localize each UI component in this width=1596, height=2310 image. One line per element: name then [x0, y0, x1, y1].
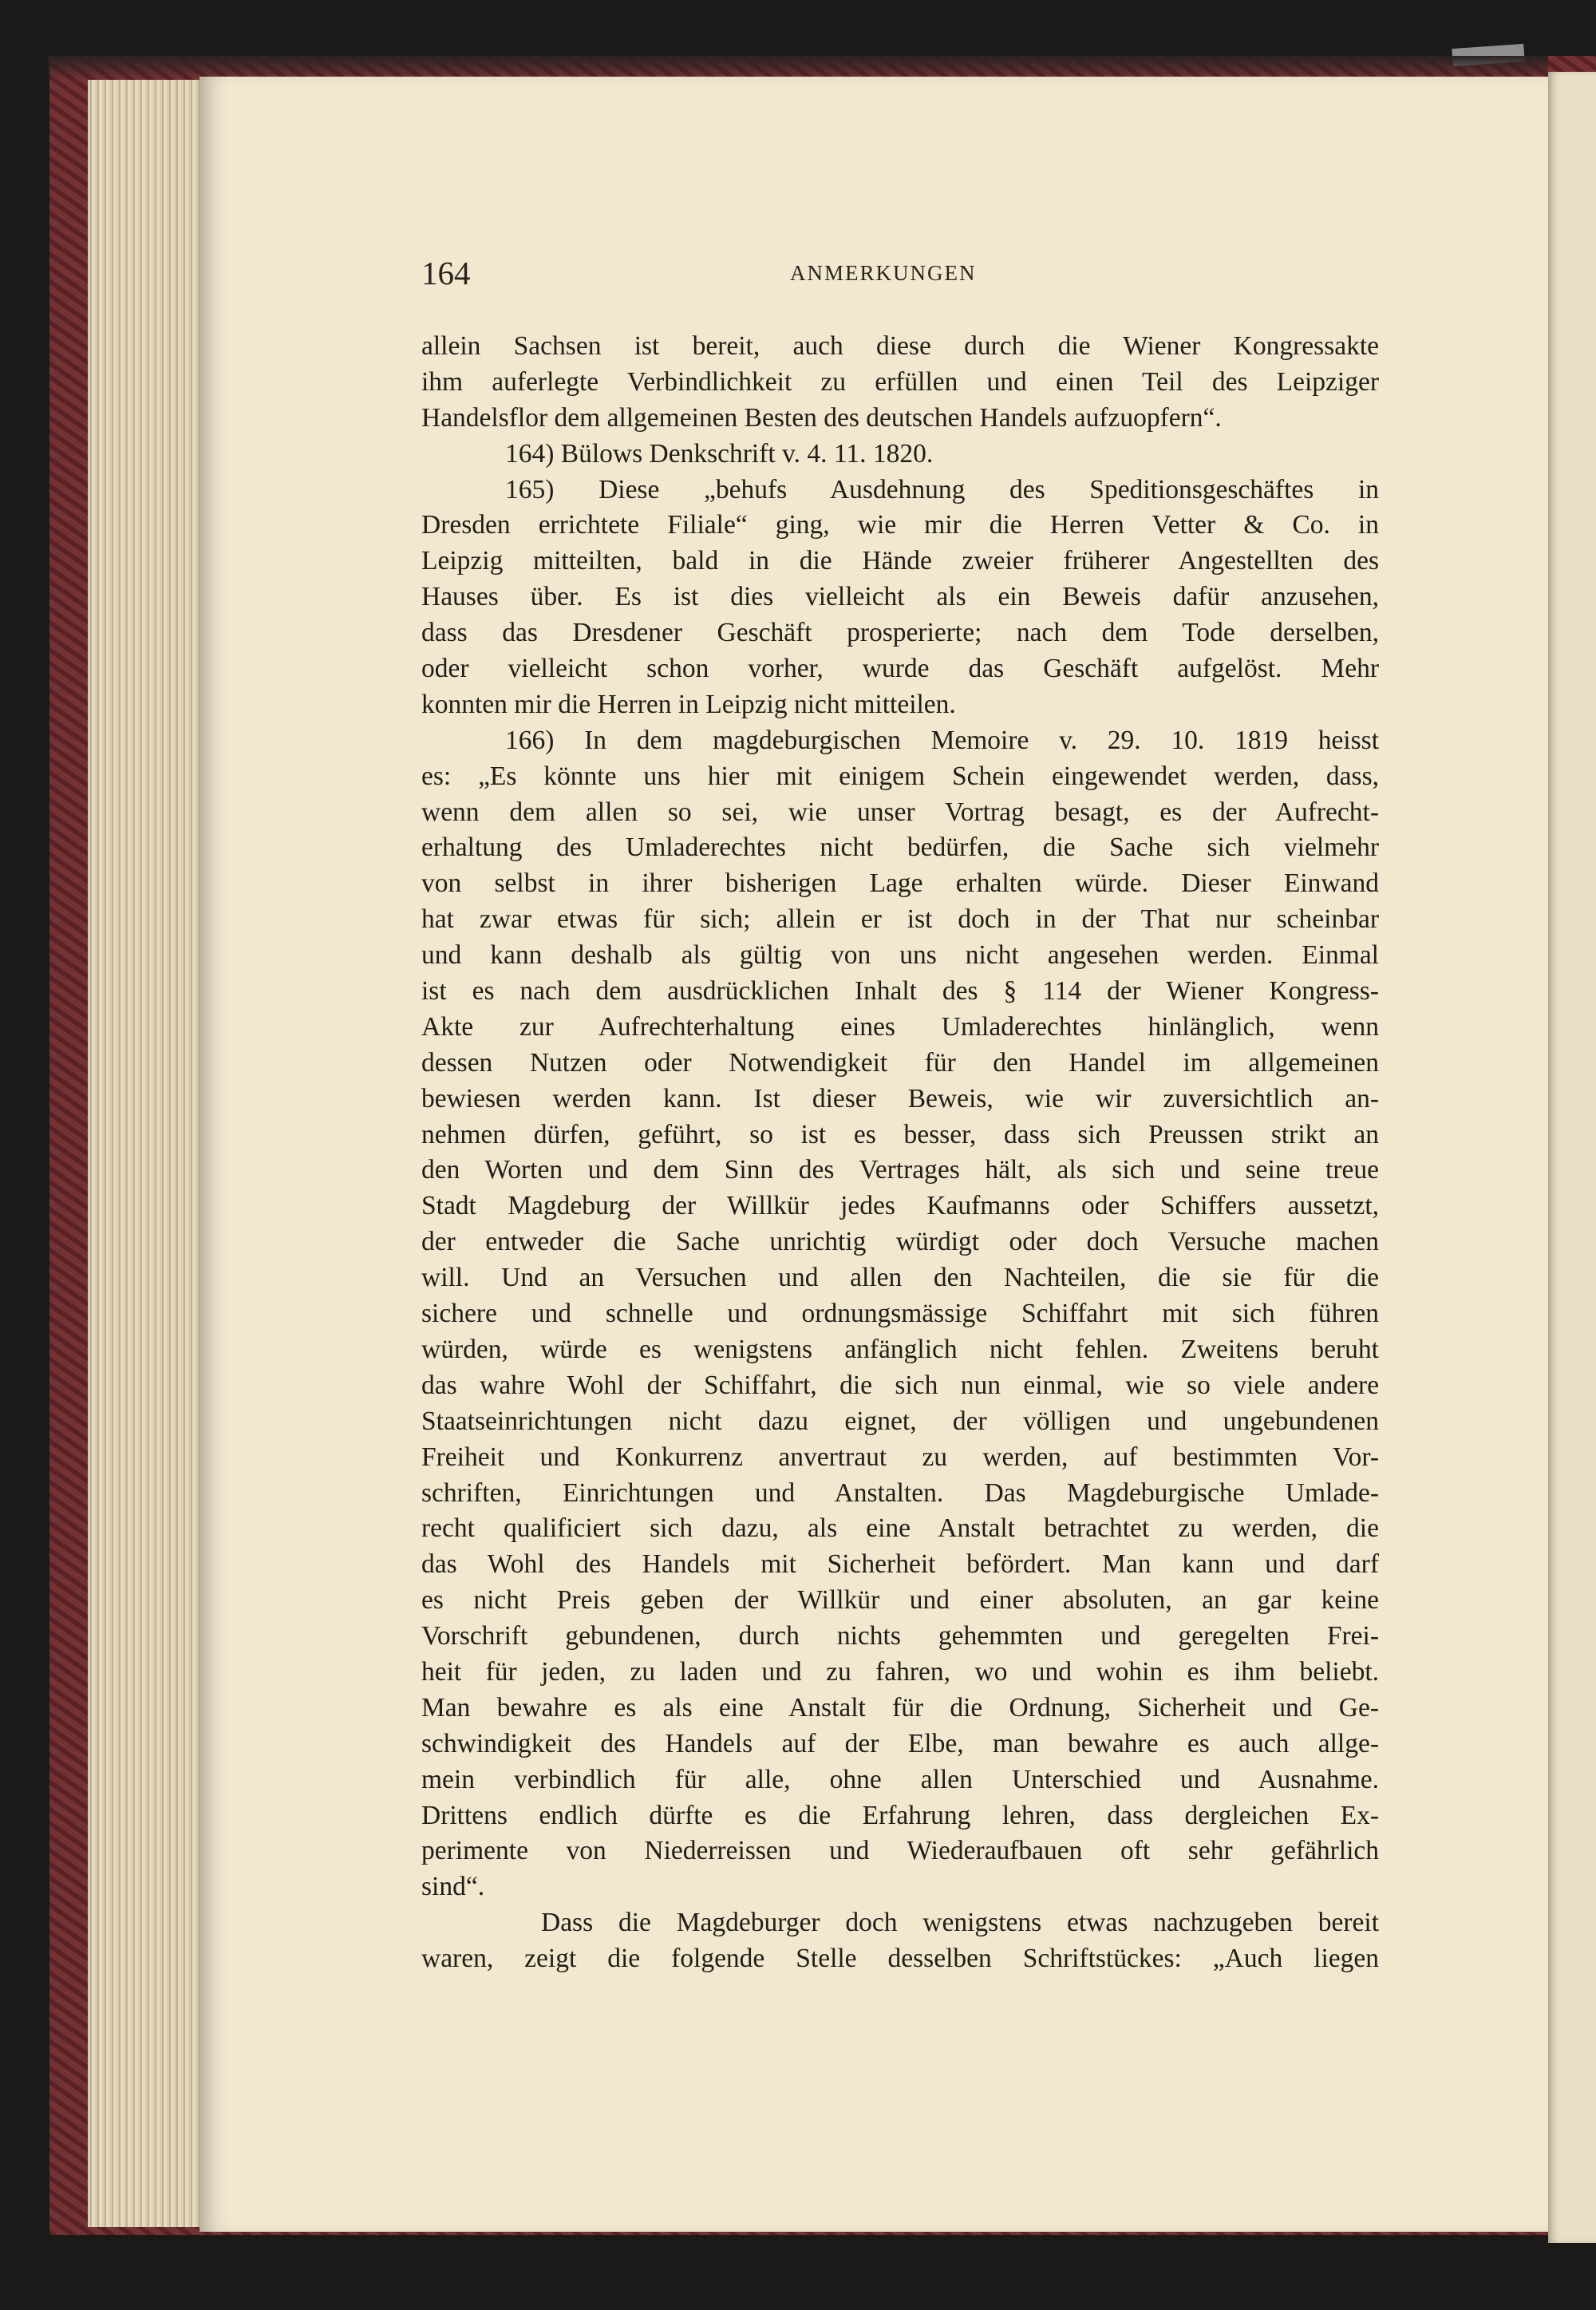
text-line: würden, würde es wenigstens anfänglich nicht fehlen. Zweitens beruht: [421, 1334, 1379, 1364]
text-line: Freiheit und Konkurrenz anvertraut zu werden, auf bestimmten Vor-: [421, 1442, 1379, 1472]
text-line: mein verbindlich für alle, ohne allen Unterschied und Ausnahme.: [421, 1764, 1379, 1794]
text-line: Leipzig mitteilten, bald in die Hände zweier früherer Angestellten des: [421, 546, 1379, 576]
running-head: ANMERKUNGEN: [790, 261, 977, 285]
text-line: Stadt Magdeburg der Willkür jedes Kaufmanns oder Schiffers aussetzt,: [421, 1191, 1379, 1221]
note-166-line: 166) In dem magdeburgischen Memoire v. 29. 10. 1819 heisst: [505, 725, 1379, 755]
text-line: hat zwar etwas für sich; allein er ist doch in der That nur scheinbar: [421, 904, 1379, 935]
text-line: Staatseinrichtungen nicht dazu eignet, der völligen und ungebundenen: [421, 1406, 1379, 1436]
text-line: es nicht Preis geben der Willkür und einer absoluten, an gar keine: [421, 1585, 1379, 1616]
page-number: 164: [421, 255, 471, 291]
text-line: recht qualificiert sich dazu, als eine Anstalt betrachtet zu werden, die: [421, 1513, 1379, 1544]
text-line: perimente von Niederreissen und Wiederaufbauen oft sehr gefährlich: [421, 1836, 1379, 1866]
text-line: wenn dem allen so sei, wie unser Vortrag besagt, es der Aufrecht-: [421, 797, 1379, 827]
text-line: Drittens endlich dürfte es die Erfahrung lehren, dass dergleichen Ex-: [421, 1800, 1379, 1830]
text-line: dass das Dresdener Geschäft prosperierte; nach dem Tode derselben,: [421, 618, 1379, 648]
text-line: das wahre Wohl der Schiffahrt, die sich nun einmal, wie so viele andere: [421, 1370, 1379, 1400]
page-header: [421, 254, 1379, 294]
text-line: dessen Nutzen oder Notwendigkeit für den Handel im allgemeinen: [421, 1047, 1379, 1078]
paragraph-start-line: Dass die Magdeburger doch wenigstens etwas nachzugeben bereit: [541, 1908, 1379, 1938]
note-164-line: 164) Bülows Denkschrift v. 4. 11. 1820.: [505, 438, 934, 469]
text-line: und kann deshalb als gültig von uns nicht angesehen werden. Einmal: [421, 940, 1379, 971]
text-line: schriften, Einrichtungen und Anstalten. Das Magdeburgische Umlade-: [421, 1477, 1379, 1508]
text-line: von selbst in ihrer bisherigen Lage erhalten würde. Dieser Einwand: [421, 868, 1379, 899]
text-line: waren, zeigt die folgende Stelle desselben Schriftstückes: „Auch liegen: [421, 1944, 1379, 1974]
text-line: heit für jeden, zu laden und zu fahren, wo und wohin es ihm beliebt.: [421, 1656, 1379, 1687]
text-line: konnten mir die Herren in Leipzig nicht mitteilen.: [421, 689, 956, 719]
body-text: [421, 329, 1379, 1977]
text-line: will. Und an Versuchen und allen den Nachteilen, die sie für die: [421, 1263, 1379, 1293]
text-line: das Wohl des Handels mit Sicherheit befördert. Man kann und darf: [421, 1549, 1379, 1580]
text-line: schwindigkeit des Handels auf der Elbe, man bewahre es auch allge-: [421, 1728, 1379, 1758]
text-line: sichere und schnelle und ordnungsmässige Schiffahrt mit sich führen: [421, 1299, 1379, 1329]
text-line: es: „Es könnte uns hier mit einigem Schein eingewendet werden, dass,: [421, 761, 1379, 791]
text-line: Vorschrift gebundenen, durch nichts gehemmten und geregelten Frei-: [421, 1621, 1379, 1651]
facing-page-edge: [1548, 72, 1596, 2243]
text-line: Hauses über. Es ist dies vielleicht als ein Beweis dafür anzusehen,: [421, 582, 1379, 612]
note-165-line: 165) Diese „behufs Ausdehnung des Speditionsgeschäftes in: [505, 474, 1379, 504]
text-line: ihm auferlegte Verbindlichkeit zu erfüllen und einen Teil des Leipziger: [421, 366, 1379, 397]
text-line: der entweder die Sache unrichtig würdigt oder doch Versuche machen: [421, 1227, 1379, 1257]
text-line: nehmen dürfen, geführt, so ist es besser, dass sich Preussen strikt an: [421, 1119, 1379, 1149]
text-line: den Worten und dem Sinn des Vertrages hält, als sich und seine treue: [421, 1155, 1379, 1185]
text-line: Handelsflor dem allgemeinen Besten des deutschen Handels aufzuopfern“.: [421, 402, 1222, 433]
text-line: Akte zur Aufrechterhaltung eines Umladerechtes hinlänglich, wenn: [421, 1011, 1379, 1042]
page-stack-edge: [88, 80, 207, 2227]
text-line: bewiesen werden kann. Ist dieser Beweis, wie wir zuversichtlich an-: [421, 1083, 1379, 1113]
text-line: sind“.: [421, 1872, 485, 1902]
text-line: oder vielleicht schon vorher, wurde das Geschäft aufgelöst. Mehr: [421, 654, 1379, 684]
text-line: allein Sachsen ist bereit, auch diese durch die Wiener Kongressakte: [421, 331, 1379, 361]
text-line: Dresden errichtete Filiale“ ging, wie mir die Herren Vetter & Co. in: [421, 510, 1379, 540]
text-line: Man bewahre es als eine Anstalt für die Ordnung, Sicherheit und Ge-: [421, 1692, 1379, 1723]
text-line: erhaltung des Umladerechtes nicht bedürfen, die Sache sich vielmehr: [421, 833, 1379, 863]
text-line: ist es nach dem ausdrücklichen Inhalt des § 114 der Wiener Kongress-: [421, 976, 1379, 1007]
